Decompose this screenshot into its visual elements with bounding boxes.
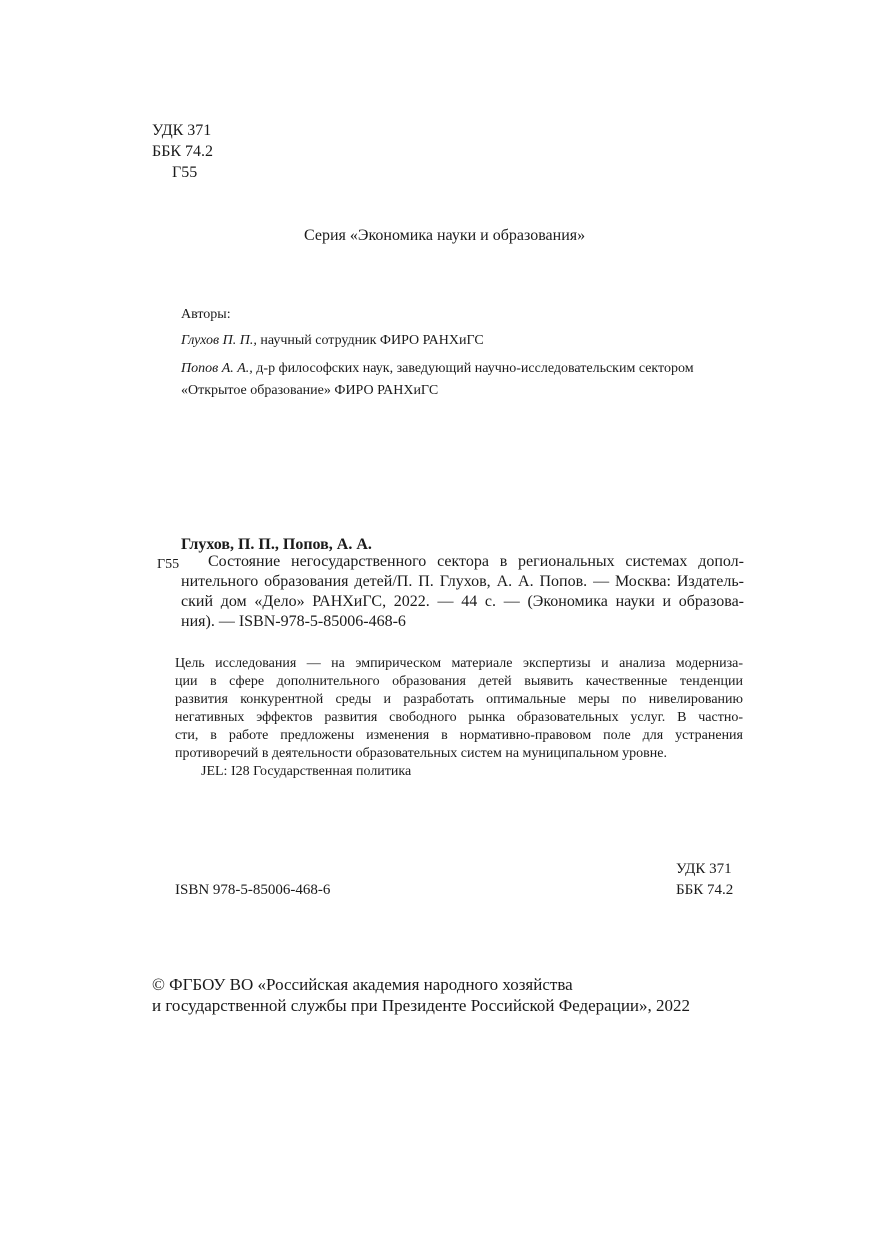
- bib-record-code: Г55: [157, 557, 180, 572]
- bib-record-line: ния). — ISBN-978-5-85006-468-6: [181, 613, 406, 630]
- bib-record-heading: Глухов, П. П., Попов, А. А.: [181, 536, 372, 553]
- bib-record-line: нительного образования детей/П. П. Глухов, А. А. Попов. — Москва: Издатель-: [181, 573, 744, 590]
- author-1: [181, 332, 484, 350]
- abstract-line: развития конкурентной среды и разработать оптимальные меры по нивелированию: [175, 692, 743, 707]
- author-2-description: д-р философских наук, заведующий научно-исследовательским сектором: [252, 361, 694, 376]
- series-title: Серия «Экономика науки и образования»: [304, 227, 586, 244]
- isbn: ISBN 978-5-85006-468-6: [175, 882, 331, 898]
- authors-heading: Авторы:: [181, 307, 231, 322]
- abstract: [175, 655, 743, 781]
- udk-code-top: УДК 371: [152, 122, 212, 139]
- author-sign-code-top: Г55: [172, 164, 198, 181]
- abstract-line: Цель исследования — на эмпирическом материале экспертизы и анализа модерниза-: [175, 656, 743, 671]
- abstract-line: сти, в работе предложены изменения в нормативно-правовом поле для устранения: [175, 728, 743, 743]
- author-2-description-cont: «Открытое образование» ФИРО РАНХиГС: [181, 383, 439, 398]
- copyright-line-1: © ФГБОУ ВО «Российская академия народного хозяйства: [152, 975, 573, 994]
- abstract-line: противоречий в деятельности образовательных систем на муниципальном уровне.: [175, 746, 667, 761]
- author-2: [181, 360, 694, 378]
- jel-classification: JEL: I28 Государственная политика: [201, 764, 412, 779]
- udk-code-bottom: УДК 371: [676, 861, 732, 877]
- copyright-line-2: и государственной службы при Президенте Российской Федерации», 2022: [152, 996, 691, 1015]
- bbk-code-top: ББК 74.2: [152, 143, 214, 160]
- author-2-name: Попов А. А.,: [181, 361, 253, 376]
- bib-record-line: Состояние негосударственного сектора в региональных системах допол-: [208, 553, 744, 570]
- bib-record-line: ский дом «Дело» РАНХиГС, 2022. — 44 с. — (Экономика науки и образова-: [181, 593, 744, 610]
- abstract-line: ции в сфере дополнительного образования детей выявить качественные тенденции: [175, 674, 743, 689]
- author-1-description: научный сотрудник ФИРО РАНХиГС: [256, 333, 484, 348]
- author-1-name: Глухов П. П.,: [181, 333, 257, 348]
- abstract-line: негативных эффектов развития свободного рынка образовательных услуг. В частно-: [175, 710, 743, 725]
- bbk-code-bottom: ББК 74.2: [676, 882, 734, 898]
- bib-record-text: [181, 552, 744, 632]
